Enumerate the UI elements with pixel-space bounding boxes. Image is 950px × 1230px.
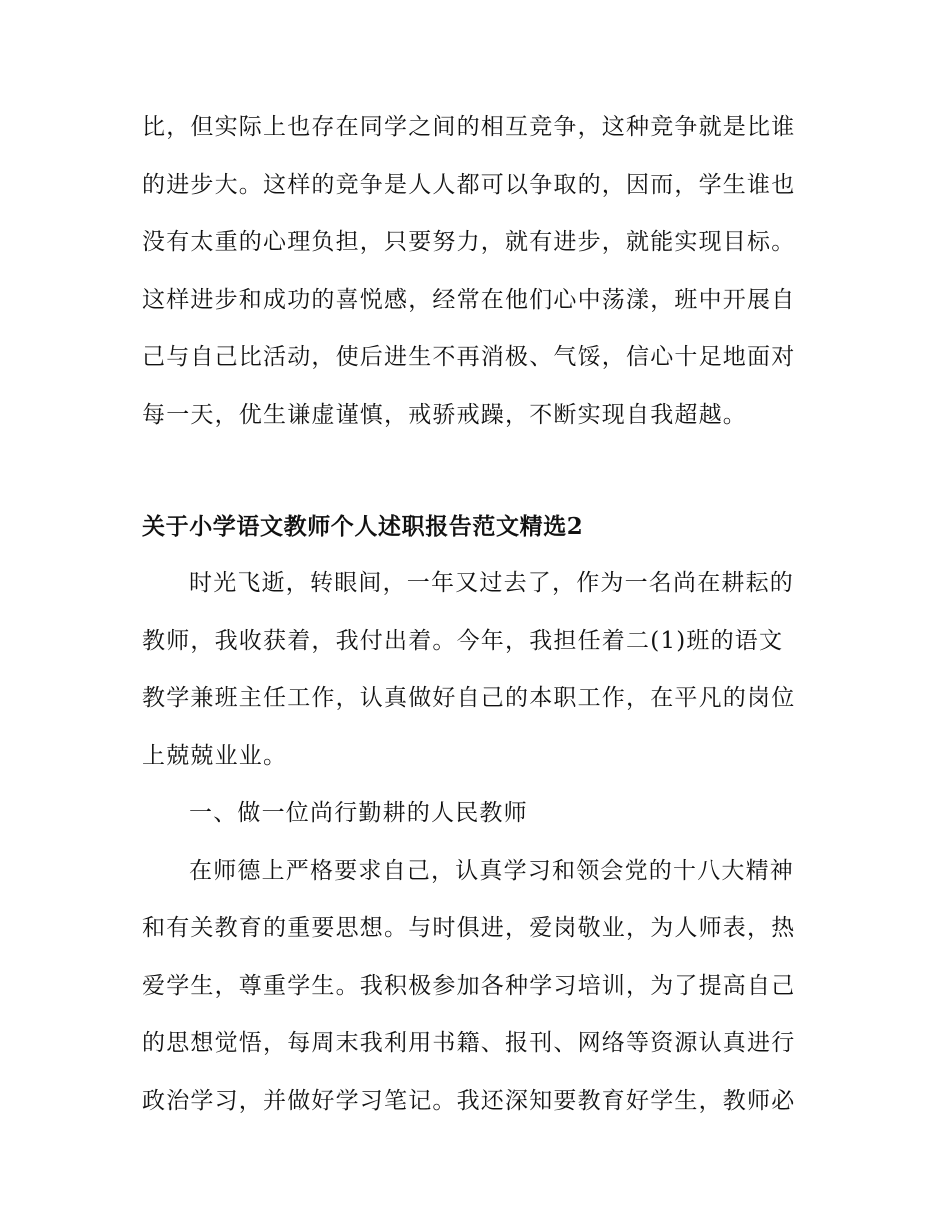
text-line: 的思想觉悟，每周末我利用书籍、报刊、网络等资源认真进行 bbox=[142, 1030, 796, 1056]
text-line: 每一天，优生谦虚谨慎，戒骄戒躁，不断实现自我超越。 bbox=[142, 401, 747, 428]
paragraph-first-line: 在师德上严格要求自己，认真学习和领会党的十八大精神 bbox=[189, 857, 794, 884]
section-heading: 关于小学语文教师个人述职报告范文精选2 bbox=[142, 513, 584, 540]
text-line: 教师，我收获着，我付出着。今年，我担任着二(1)班的语文 bbox=[142, 627, 784, 654]
text-line: 上兢兢业业。 bbox=[142, 742, 288, 769]
text-line: 比，但实际上也存在同学之间的相互竞争，这种竞争就是比谁 bbox=[142, 114, 796, 140]
text-line: 这样进步和成功的喜悦感，经常在他们心中荡漾，班中开展自 bbox=[142, 286, 796, 313]
paragraph-continuation bbox=[142, 99, 822, 444]
subheading-line: 一、做一位尚行勤耕的人民教师 bbox=[189, 800, 528, 826]
text-line: 己与自己比活动，使后进生不再消极、气馁，信心十足地面对 bbox=[142, 344, 796, 370]
text-line: 的进步大。这样的竞争是人人都可以争取的，因而，学生谁也 bbox=[142, 171, 796, 198]
paragraph-first-line: 时光飞逝，转眼间，一年又过去了，作为一名尚在耕耘的 bbox=[189, 570, 794, 596]
text-line: 教学兼班主任工作，认真做好自己的本职工作，在平凡的岗位 bbox=[142, 685, 796, 711]
text-line: 爱学生，尊重学生。我积极参加各种学习培训，为了提高自己 bbox=[142, 972, 796, 999]
text-line: 政治学习，并做好学习笔记。我还深知要教育好学生，教师必 bbox=[142, 1087, 796, 1114]
text-line: 和有关教育的重要思想。与时俱进，爱岗敬业，为人师表，热 bbox=[142, 915, 796, 941]
section-body bbox=[142, 555, 822, 1130]
text-line: 没有太重的心理负担，只要努力，就有进步，就能实现目标。 bbox=[142, 229, 796, 255]
